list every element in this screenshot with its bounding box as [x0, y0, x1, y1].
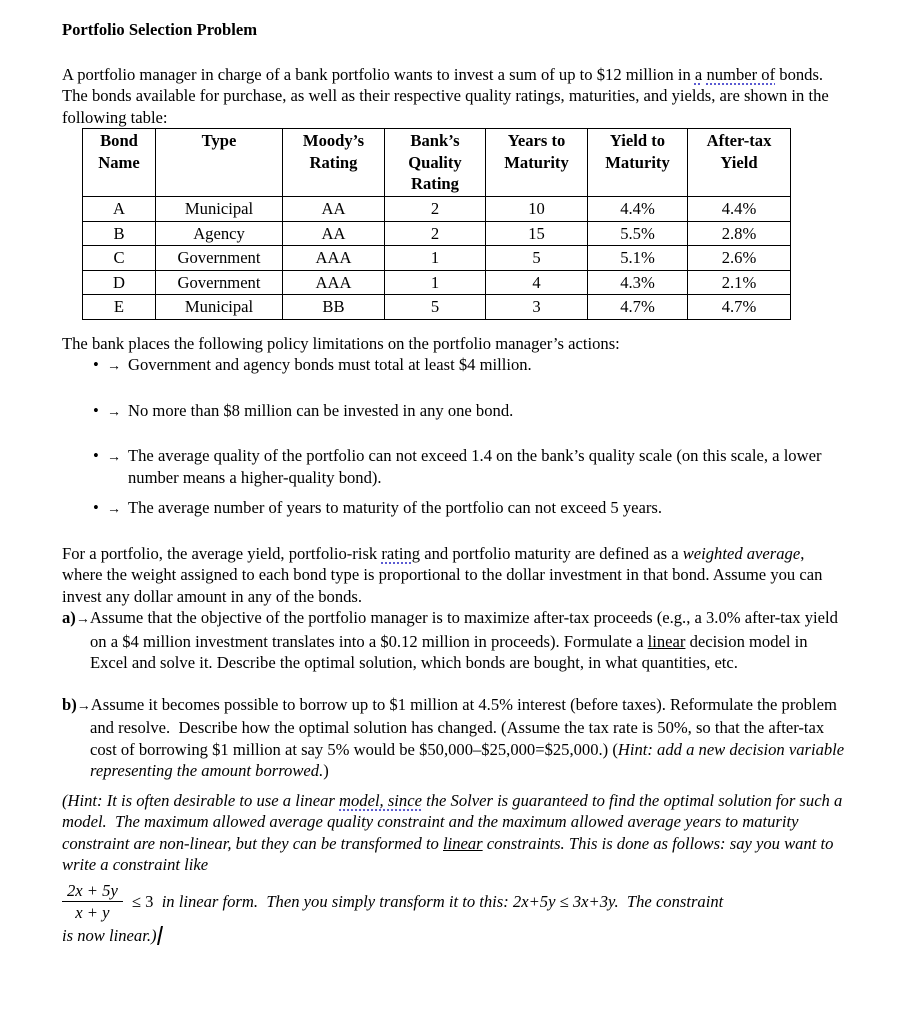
tab-arrow-icon: →	[107, 450, 121, 465]
cell-bond-name: C	[83, 246, 156, 271]
weighted-average-paragraph: For a portfolio, the average yield, portfolio-risk rating and portfolio maturity are defined as a weighted average, where the weight assigned to each bond type is proportional to the dollar investment in that bond. Assume you can invest any dollar amount in any of the bonds.	[62, 543, 827, 606]
policy-intro-paragraph: The bank places the following policy limitations on the portfolio manager’s actions:	[62, 333, 620, 353]
cell-yield: 5.5%	[588, 221, 688, 246]
cell-moodys: AA	[283, 221, 385, 246]
cell-moodys: AAA	[283, 246, 385, 271]
cell-years: 15	[486, 221, 588, 246]
cell-after-tax: 2.1%	[688, 270, 791, 295]
header-after-tax-yield: After-tax Yield	[688, 129, 791, 197]
cell-after-tax: 4.4%	[688, 197, 791, 222]
cell-yield: 4.4%	[588, 197, 688, 222]
document-title: Portfolio Selection Problem	[62, 20, 258, 39]
cell-after-tax: 2.6%	[688, 246, 791, 271]
cell-type: Municipal	[156, 197, 283, 222]
cell-yield: 4.3%	[588, 270, 688, 295]
formula-line	[62, 879, 849, 925]
cell-type: Agency	[156, 221, 283, 246]
fraction	[62, 880, 123, 924]
cell-bond-name: E	[83, 295, 156, 320]
fraction-numerator: 2x + 5y	[62, 881, 123, 902]
table-row	[83, 221, 791, 246]
closing-text: is now linear.)	[62, 925, 157, 945]
bullet-text: The average quality of the portfolio can not exceed 1.4 on the bank’s quality scale (on this scale, a lower number means a higher-quality bond).	[128, 446, 826, 487]
bullet-icon: •	[93, 355, 99, 374]
policy-bullet-average-quality	[93, 445, 849, 488]
cell-yield: 5.1%	[588, 246, 688, 271]
cell-years: 5	[486, 246, 588, 271]
header-moodys-rating: Moody’s Rating	[283, 129, 385, 197]
cell-years: 4	[486, 270, 588, 295]
question-b-paragraph: b)→Assume it becomes possible to borrow up to $1 million at 4.5% interest (before taxes). Reformulate the problem and resolve. Describe how the optimal solution has changed. (Assume the tax rate is 50%, so that the after-tax cost of borrowing $1 million at say 5% would be $50,000–$25,000=$25,000.) (Hint: add a new decision variable representing the amount borrowed.)	[62, 694, 849, 780]
cell-quality: 2	[385, 197, 486, 222]
tab-arrow-icon: →	[107, 502, 121, 517]
cell-moodys: AAA	[283, 270, 385, 295]
bullet-icon: •	[93, 446, 99, 465]
bullet-icon: •	[93, 400, 99, 420]
cell-type: Government	[156, 246, 283, 271]
cell-after-tax: 2.8%	[688, 221, 791, 246]
header-yield-to-maturity: Yield to Maturity	[588, 129, 688, 197]
table-row	[83, 295, 791, 320]
bullet-text: No more than $8 million can be invested in any one bond.	[128, 400, 514, 420]
cell-bond-name: D	[83, 270, 156, 295]
bullet-icon: •	[93, 498, 99, 517]
cell-years: 3	[486, 295, 588, 320]
cell-bond-name: A	[83, 197, 156, 222]
header-years-to-maturity: Years to Maturity	[486, 129, 588, 197]
cell-bond-name: B	[83, 221, 156, 246]
cell-years: 10	[486, 197, 588, 222]
fraction-denominator: x + y	[75, 903, 110, 922]
table-row	[83, 270, 791, 295]
header-bond-name: Bond Name	[83, 129, 156, 197]
cell-quality: 5	[385, 295, 486, 320]
header-type: Type	[156, 129, 283, 197]
header-banks-quality-rating: Bank’s Quality Rating	[385, 129, 486, 197]
table-header-row	[83, 129, 791, 197]
table-row	[83, 246, 791, 271]
cell-quality: 2	[385, 221, 486, 246]
closing-line	[62, 925, 849, 947]
cell-moodys: AA	[283, 197, 385, 222]
cell-type: Government	[156, 270, 283, 295]
bullet-text: Government and agency bonds must total at least $4 million.	[128, 355, 532, 374]
policy-bullet-government-agency	[93, 354, 849, 378]
cell-quality: 1	[385, 270, 486, 295]
policy-bullet-max-per-bond	[93, 400, 849, 424]
bonds-table	[82, 128, 791, 320]
hint-paragraph: (Hint: It is often desirable to use a linear model, since the Solver is guaranteed to find the optimal solution for such a model. The maximum allowed average quality constraint and the maximum allowed average years to maturity constraint are non-linear, but they can be transformed to linear constraints. This is done as follows: say you want to write a constraint like	[62, 790, 847, 874]
cell-after-tax: 4.7%	[688, 295, 791, 320]
tab-arrow-icon: →	[107, 404, 121, 420]
question-a-paragraph: a)→Assume that the objective of the portfolio manager is to maximize after-tax proceeds (e.g., a 3.0% after-tax yield on a $4 million investment translates into a $0.12 million in proceeds). Formulate a linear decision model in Excel and solve it. Describe the optimal solution, which bonds are bought, in what quantities, etc.	[62, 608, 843, 672]
intro-paragraph: A portfolio manager in charge of a bank portfolio wants to invest a sum of up to $12 million in a number of bonds. The bonds available for purchase, as well as their respective quality ratings, maturities, and yields, are shown in the following table:	[62, 64, 833, 127]
table-row	[83, 197, 791, 222]
tab-arrow-icon: →	[107, 359, 121, 374]
cell-moodys: BB	[283, 295, 385, 320]
formula-text: ≤ 3 in linear form. Then you simply transform it to this: 2x+5y ≤ 3x+3y. The constraint	[131, 891, 724, 911]
cell-yield: 4.7%	[588, 295, 688, 320]
cell-quality: 1	[385, 246, 486, 271]
policy-bullet-average-maturity	[93, 497, 849, 521]
text-cursor-icon	[156, 926, 162, 945]
bullet-text: The average number of years to maturity of the portfolio can not exceed 5 years.	[128, 498, 663, 517]
cell-type: Municipal	[156, 295, 283, 320]
